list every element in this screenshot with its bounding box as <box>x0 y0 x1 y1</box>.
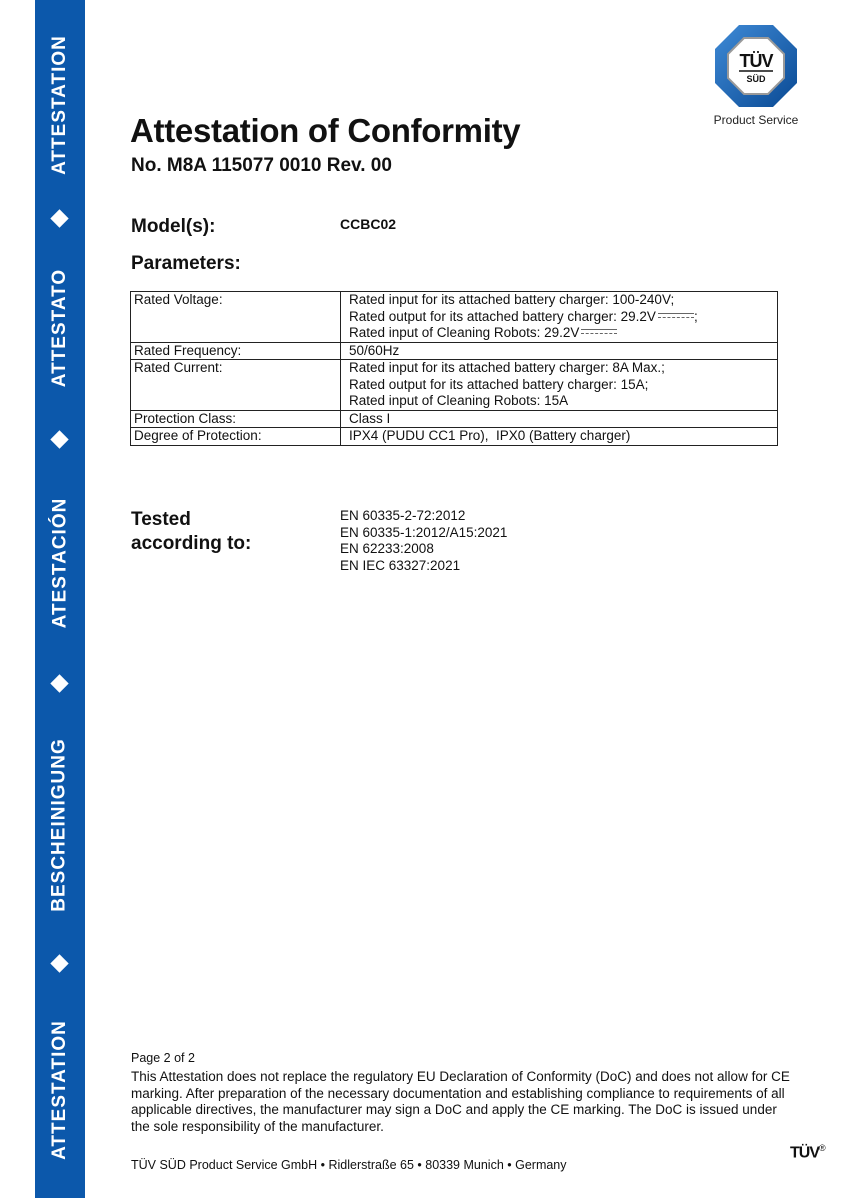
sidebar-band <box>35 0 85 1198</box>
param-line <box>349 325 777 342</box>
table-row <box>131 360 778 411</box>
param-key: Rated Voltage: <box>131 292 341 343</box>
model-label: Model(s): <box>131 216 216 237</box>
param-line: Rated input for its attached battery charger: 8A Max.; <box>349 360 665 375</box>
sidebar-word-text: ATTESTATION <box>49 1020 71 1160</box>
table-row <box>131 410 778 428</box>
tuv-mark-text: TÜV <box>790 1144 819 1162</box>
param-line-text: Rated input for its attached battery charger: 100-240V; <box>349 292 675 307</box>
page-title: Attestation of Conformity <box>130 112 521 149</box>
sidebar-word-text: ATESTACIÓN <box>49 497 70 628</box>
sidebar-word <box>35 1010 85 1170</box>
param-value <box>341 342 778 360</box>
param-value <box>341 360 778 411</box>
standard-item: EN 60335-1:2012/A15:2021 <box>340 524 508 540</box>
tested-label-line: according to: <box>131 533 252 554</box>
standards-list <box>340 508 507 574</box>
table-row <box>131 428 778 446</box>
param-key: Protection Class: <box>131 410 341 428</box>
certificate-number: No. M8A 115077 0010 Rev. 00 <box>131 155 392 176</box>
sidebar-word <box>35 255 85 400</box>
param-key: Rated Current: <box>131 360 341 411</box>
tuv-mark-icon <box>790 1143 826 1162</box>
model-value: CCBC02 <box>340 216 397 232</box>
param-line: Rated input of Cleaning Robots: 15A <box>349 393 569 408</box>
footer-address: TÜV SÜD Product Service GmbH • Ridlerstraße 65 • 80339 Munich • Germany <box>131 1158 567 1172</box>
param-line-text: Rated output for its attached battery charger: 29.2V <box>349 308 656 324</box>
table-row <box>131 292 778 343</box>
dc-symbol-icon <box>581 328 617 336</box>
standard-item: EN 60335-2-72:2012 <box>340 508 466 523</box>
tuv-sud-logo-icon <box>714 24 798 108</box>
param-value <box>341 292 778 343</box>
param-value <box>341 410 778 428</box>
tested-label <box>131 508 251 556</box>
sidebar-word-text: ATTESTATO <box>49 268 71 387</box>
param-key: Rated Frequency: <box>131 342 341 360</box>
param-line: 50/60Hz <box>349 342 400 358</box>
param-line-text: Rated input of Cleaning Robots: 29.2V <box>349 325 580 340</box>
param-value <box>341 428 778 446</box>
param-line <box>349 309 777 326</box>
table-row <box>131 342 778 360</box>
diamond-icon <box>50 430 68 448</box>
param-line: Class I <box>349 410 391 426</box>
param-line <box>349 292 777 309</box>
dc-symbol-icon <box>658 312 694 320</box>
diamond-icon <box>50 954 68 972</box>
parameters-label: Parameters: <box>131 253 241 274</box>
standard-item: EN 62233:2008 <box>340 541 434 556</box>
standard-item: EN IEC 63327:2021 <box>340 557 461 573</box>
registered-icon: ® <box>819 1143 826 1153</box>
page-number: Page 2 of 2 <box>131 1051 195 1065</box>
sidebar-word <box>35 490 85 635</box>
diamond-icon <box>50 209 68 227</box>
sidebar-word <box>35 730 85 920</box>
svg-text:TÜV: TÜV <box>739 51 773 71</box>
sidebar-word-text: BESCHEINIGUNG <box>49 738 70 912</box>
svg-text:SÜD: SÜD <box>746 74 766 84</box>
sidebar-word-text: ATTESTATION <box>49 35 71 175</box>
param-key: Degree of Protection: <box>131 428 341 446</box>
param-line-suffix: ; <box>693 308 698 324</box>
tested-label-line: Tested <box>131 509 191 530</box>
param-line: IPX4 (PUDU CC1 Pro), IPX0 (Battery charger) <box>349 428 631 443</box>
diamond-icon <box>50 674 68 692</box>
disclaimer-text: This Attestation does not replace the regulatory EU Declaration of Conformity (DoC) and does not allow for CE marking. After preparation of the necessary documentation and establishing compliance to requirements of all applicable directives, the manufacturer may sign a DoC and apply the CE marking. The DoC is issued under the sole responsibility of the manufacturer. <box>131 1069 790 1134</box>
sidebar-word <box>35 20 85 190</box>
logo-caption: Product Service <box>713 113 799 127</box>
parameters-table <box>130 291 778 446</box>
param-line: Rated output for its attached battery charger: 15A; <box>349 376 649 392</box>
